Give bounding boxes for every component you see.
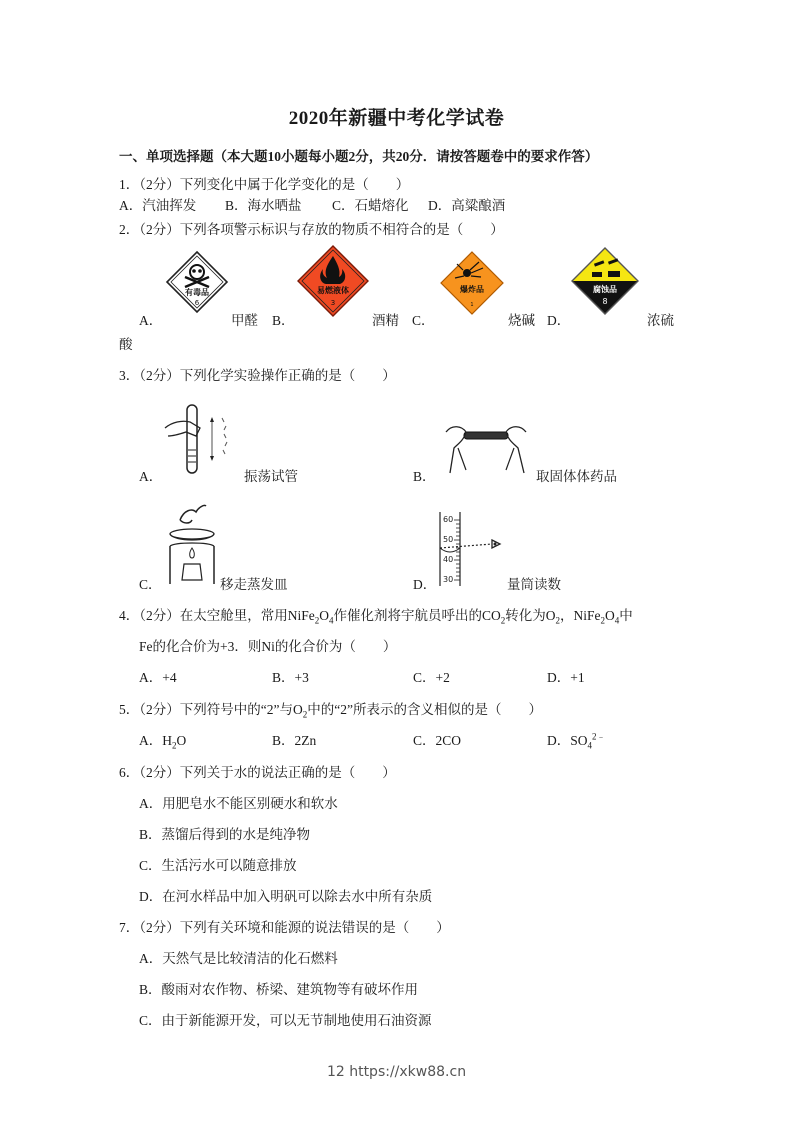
option-d: D．高粱酿酒 [428,198,506,213]
option-c-substance: 烧碱 [508,313,535,328]
option-c-caption: 移走蒸发皿 [220,577,288,592]
page-title: 2020年新疆中考化学试卷 [288,108,505,129]
remove-evaporating-dish-figure [162,500,222,588]
option-c-letter: C． [139,577,162,592]
svg-text:易燃液体: 易燃液体 [317,286,349,295]
option-a-letter: A． [139,469,163,484]
option-b-letter: B． [413,469,436,484]
option-a: A．$H_2O$ [139,733,187,751]
graduated-cylinder-reading-figure [434,510,514,588]
question-stem: 3．（2分）下列化学实验操作正确的是（ ） [119,368,396,383]
option-b: B．+3 [272,670,309,685]
question-stem: 7．（2分）下列有关环境和能源的说法错误的是（ ） [119,920,450,935]
option-a-caption: 振荡试管 [244,469,298,484]
question-stem: 5．（2分）下列符号中的“2”与$O_2$中的“2”所表示的含义相似的是（ ） [119,702,542,720]
option-b-caption: 取固体体药品 [536,469,617,484]
option-d-substance: 浓硫 [647,313,674,328]
question-stem: 6．（2分）下列关于水的说法正确的是（ ） [119,765,396,780]
option-c: C．石蜡熔化 [332,198,409,213]
flammable-liquid-sign-icon [296,244,370,318]
svg-text:爆炸品: 爆炸品 [460,285,484,294]
option-d: D．在河水样品中加入明矾可以除去水中所有杂质 [139,889,433,904]
option-a: A．汽油挥发 [119,198,197,213]
corrosive-sign-icon [570,246,640,316]
option-b: B．蒸馏后得到的水是纯净物 [139,827,311,842]
question-stem: 1．（2分）下列变化中属于化学变化的是（ ） [119,177,410,192]
option-b: B．海水晒盐 [225,198,302,213]
option-c: C．+2 [413,670,450,685]
option-c: C．由于新能源开发，可以无节制地使用石油资源 [139,1013,432,1028]
option-a: A．+4 [139,670,177,685]
page-footer: 12 https://xkw88.cn [326,1064,467,1080]
option-a-letter: A． [139,313,163,328]
explosive-sign-icon [439,250,505,316]
svg-text:40: 40 [443,555,454,564]
toxic-sign-icon [165,250,229,314]
option-d: D．$SO_4^{2﹣}$ [547,731,606,751]
svg-text:有毒品: 有毒品 [185,288,209,297]
svg-text:6: 6 [194,299,200,307]
option-b: B．酸雨对农作物、桥梁、建筑物等有破坏作用 [139,982,419,997]
option-d: D．+1 [547,670,585,685]
option-a-substance: 甲醛 [231,313,258,328]
shake-test-tube-figure [160,400,250,480]
section-heading: 一、单项选择题（本大题10小题每小题2分，共20分．请按答题卷中的要求作答） [119,149,599,164]
svg-text:腐蚀品: 腐蚀品 [593,285,617,294]
svg-text:30: 30 [443,575,454,584]
take-solid-reagent-figure [436,418,536,478]
option-d-letter: D． [547,313,571,328]
question-stem-line1: 4．（2分）在太空舱里，常用$NiFe_2O_4$作催化剂将宇航员呼出的$CO_2$转化为$O_2$，$NiFe_2O_4$中 [119,608,633,626]
option-c-letter: C． [412,313,435,328]
option-a: A．天然气是比较清洁的化石燃料 [139,951,338,966]
option-b: B．2Zn [272,733,317,748]
option-d-substance-wrap: 酸 [119,337,133,352]
option-d-letter: D． [413,577,437,592]
option-c: C．2CO [413,733,462,748]
question-stem: 2．（2分）下列各项警示标识与存放的物质不相符合的是（ ） [119,222,504,237]
option-b-letter: B． [272,313,295,328]
option-b-substance: 酒精 [372,313,399,328]
svg-text:1: 1 [470,302,474,308]
svg-text:3: 3 [330,299,336,307]
option-c: C．生活污水可以随意排放 [139,858,297,873]
svg-text:60: 60 [443,515,454,524]
option-d-caption: 量筒读数 [507,577,561,592]
svg-text:8: 8 [602,297,608,306]
question-stem-line2: Fe的化合价为+3．则Ni的化合价为（ ） [139,639,397,654]
svg-text:50: 50 [443,535,454,544]
option-a: A．用肥皂水不能区别硬水和软水 [139,796,338,811]
